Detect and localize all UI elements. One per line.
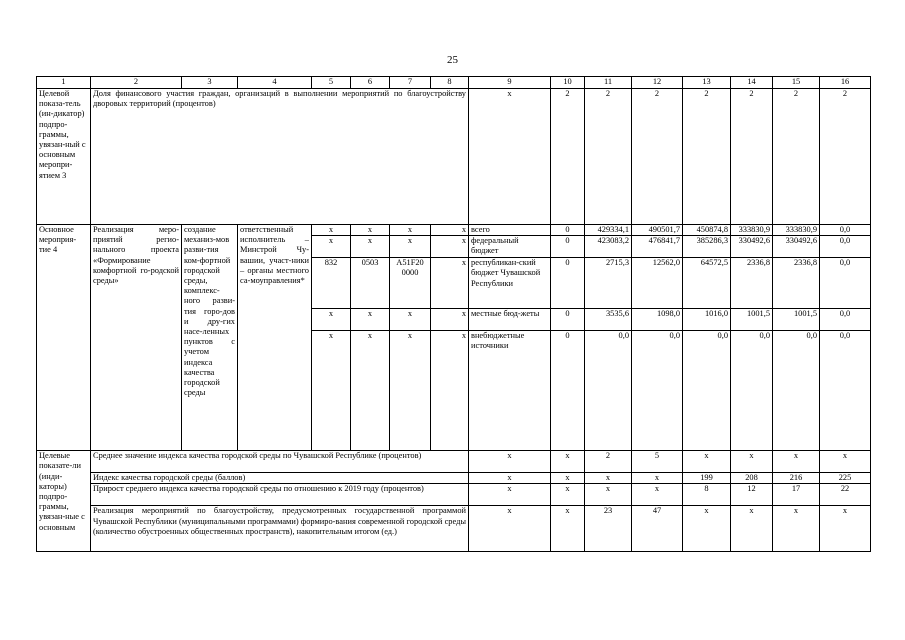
column-number: 13 bbox=[683, 77, 731, 89]
column-number: 12 bbox=[632, 77, 683, 89]
value-cell: 2 bbox=[773, 89, 820, 225]
cell-7: x bbox=[390, 331, 431, 451]
indicator-label: Целевой показа-тель (ин-дикатор) подпро-граммы, увязан-ный с основным меропри-ятием 3 bbox=[37, 89, 91, 225]
cell-8: x bbox=[431, 258, 469, 309]
cell-12: 5 bbox=[632, 451, 683, 473]
cell-10: x bbox=[551, 506, 585, 552]
target-text: Среднее значение индекса качества городской среды по Чувашской Республике (процентов) bbox=[91, 451, 469, 473]
cell-14: 1001,5 bbox=[731, 309, 773, 331]
indicator-row bbox=[37, 89, 871, 225]
value-cell: 2 bbox=[731, 89, 773, 225]
column-number: 3 bbox=[182, 77, 238, 89]
cell-6: 0503 bbox=[351, 258, 390, 309]
event-executor: ответственный исполнитель – Минстрой Чу-вашии, участ-ники – органы местного са-моуправления* bbox=[238, 225, 312, 451]
target-text: Реализация мероприятий по благоустройству, предусмотренных государственной программой Чувашской Республики (муниципальными программами) формиро-вания современной городской среды (количество обустроенных общественных пространств), накопительным итогом (ед.) bbox=[91, 506, 469, 552]
cell-15: 2336,8 bbox=[773, 258, 820, 309]
cell-7: x bbox=[390, 309, 431, 331]
cell-5: x bbox=[312, 225, 351, 236]
cell-11: x bbox=[585, 484, 632, 506]
cell-14: x bbox=[731, 506, 773, 552]
cell-7: x bbox=[390, 236, 431, 258]
event-name: Реализация меро-приятий регио-нального проекта «Формирование комфортной го-родской среды» bbox=[91, 225, 182, 451]
cell-16: x bbox=[820, 506, 871, 552]
cell-13: 0,0 bbox=[683, 331, 731, 451]
cell-11: 23 bbox=[585, 506, 632, 552]
cell-5: x bbox=[312, 309, 351, 331]
target-row bbox=[37, 506, 871, 552]
cell-6: x bbox=[351, 225, 390, 236]
targets-label: Целевые показате-ли (инди-каторы) подпро-граммы, увязан-ные с основным bbox=[37, 451, 91, 552]
cell-12: x bbox=[632, 484, 683, 506]
cell-14: 333830,9 bbox=[731, 225, 773, 236]
cell-16: 0,0 bbox=[820, 236, 871, 258]
cell-8: x bbox=[431, 331, 469, 451]
cell-15: 333830,9 bbox=[773, 225, 820, 236]
cell-12: x bbox=[632, 473, 683, 484]
cell-15: 216 bbox=[773, 473, 820, 484]
cell-13: 450874,8 bbox=[683, 225, 731, 236]
funding-source: внебюджетные источники bbox=[469, 331, 551, 451]
column-number: 16 bbox=[820, 77, 871, 89]
value-cell: 2 bbox=[820, 89, 871, 225]
cell-13: 64572,5 bbox=[683, 258, 731, 309]
cell-7: A51F20 0000 bbox=[390, 258, 431, 309]
cell-5: x bbox=[312, 236, 351, 258]
cell-16: 0,0 bbox=[820, 258, 871, 309]
cell-13: x bbox=[683, 506, 731, 552]
column-number: 6 bbox=[351, 77, 390, 89]
cell-15: 330492,6 bbox=[773, 236, 820, 258]
value-cell: 2 bbox=[632, 89, 683, 225]
cell-13: x bbox=[683, 451, 731, 473]
cell-8: x bbox=[431, 309, 469, 331]
cell-6: x bbox=[351, 331, 390, 451]
target-text: Индекс качества городской среды (баллов) bbox=[91, 473, 469, 484]
cell-14: 0,0 bbox=[731, 331, 773, 451]
cell-15: 1001,5 bbox=[773, 309, 820, 331]
cell-14: 2336,8 bbox=[731, 258, 773, 309]
column-number: 1 bbox=[37, 77, 91, 89]
cell-15: x bbox=[773, 506, 820, 552]
cell-16: 225 bbox=[820, 473, 871, 484]
cell-10: x bbox=[551, 473, 585, 484]
cell-14: 330492,6 bbox=[731, 236, 773, 258]
value-cell: 2 bbox=[585, 89, 632, 225]
cell-16: 0,0 bbox=[820, 225, 871, 236]
cell-11: 2 bbox=[585, 451, 632, 473]
cell-6: x bbox=[351, 236, 390, 258]
target-row bbox=[37, 484, 871, 506]
cell-12: 490501,7 bbox=[632, 225, 683, 236]
funding-source: всего bbox=[469, 225, 551, 236]
cell-8: x bbox=[431, 236, 469, 258]
column-number: 11 bbox=[585, 77, 632, 89]
cell-13: 385286,3 bbox=[683, 236, 731, 258]
cell-12: 476841,7 bbox=[632, 236, 683, 258]
cell-15: 17 bbox=[773, 484, 820, 506]
cell-13: 8 bbox=[683, 484, 731, 506]
cell-15: x bbox=[773, 451, 820, 473]
cell-5: 832 bbox=[312, 258, 351, 309]
funding-source: республикан-ский бюджет Чувашской Республики bbox=[469, 258, 551, 309]
page-number: 25 bbox=[447, 54, 458, 66]
cell-9: x bbox=[469, 89, 551, 225]
column-number: 4 bbox=[238, 77, 312, 89]
cell-9: x bbox=[469, 484, 551, 506]
cell-10: 0 bbox=[551, 258, 585, 309]
funding-source: местные бюд-жеты bbox=[469, 309, 551, 331]
cell-11: 423083,2 bbox=[585, 236, 632, 258]
cell-15: 0,0 bbox=[773, 331, 820, 451]
cell-10: x bbox=[551, 484, 585, 506]
cell-12: 0,0 bbox=[632, 331, 683, 451]
column-number: 5 bbox=[312, 77, 351, 89]
cell-9: x bbox=[469, 473, 551, 484]
cell-13: 1016,0 bbox=[683, 309, 731, 331]
target-row bbox=[37, 451, 871, 473]
funding-source: федеральный бюджет bbox=[469, 236, 551, 258]
cell-6: x bbox=[351, 309, 390, 331]
cell-16: 22 bbox=[820, 484, 871, 506]
event-label: Основное мероприя-тие 4 bbox=[37, 225, 91, 451]
cell-12: 12562,0 bbox=[632, 258, 683, 309]
cell-8: x bbox=[431, 225, 469, 236]
column-number: 7 bbox=[390, 77, 431, 89]
column-number: 15 bbox=[773, 77, 820, 89]
cell-14: x bbox=[731, 451, 773, 473]
target-text: Прирост среднего индекса качества городской среды по отношению к 2019 году (процентов) bbox=[91, 484, 469, 506]
column-number: 10 bbox=[551, 77, 585, 89]
cell-7: x bbox=[390, 225, 431, 236]
target-row bbox=[37, 473, 871, 484]
cell-9: x bbox=[469, 506, 551, 552]
cell-14: 208 bbox=[731, 473, 773, 484]
column-number: 8 bbox=[431, 77, 469, 89]
column-number: 9 bbox=[469, 77, 551, 89]
event-goal: создание механиз-мов разви-тия ком-фортной городской среды, комплекс-ного разви-тия горо-дов и дру-гих насе-ленных пунктов с учетом индекса качества городской среды bbox=[182, 225, 238, 451]
cell-10: 0 bbox=[551, 331, 585, 451]
program-table bbox=[36, 76, 871, 552]
cell-16: 0,0 bbox=[820, 309, 871, 331]
cell-12: 1098,0 bbox=[632, 309, 683, 331]
cell-16: 0,0 bbox=[820, 331, 871, 451]
cell-10: 0 bbox=[551, 236, 585, 258]
cell-11: x bbox=[585, 473, 632, 484]
cell-11: 3535,6 bbox=[585, 309, 632, 331]
cell-11: 2715,3 bbox=[585, 258, 632, 309]
cell-11: 429334,1 bbox=[585, 225, 632, 236]
cell-10: 0 bbox=[551, 309, 585, 331]
column-number: 2 bbox=[91, 77, 182, 89]
cell-13: 199 bbox=[683, 473, 731, 484]
cell-14: 12 bbox=[731, 484, 773, 506]
cell-11: 0,0 bbox=[585, 331, 632, 451]
cell-10: x bbox=[551, 451, 585, 473]
value-cell: 2 bbox=[551, 89, 585, 225]
value-cell: 2 bbox=[683, 89, 731, 225]
cell-16: x bbox=[820, 451, 871, 473]
event-row-total bbox=[37, 225, 871, 236]
cell-12: 47 bbox=[632, 506, 683, 552]
column-number-row bbox=[37, 77, 871, 89]
indicator-text: Доля финансового участия граждан, организаций в выполнении мероприятий по благоустройству дворовых территорий (процентов) bbox=[91, 89, 469, 225]
cell-5: x bbox=[312, 331, 351, 451]
cell-10: 0 bbox=[551, 225, 585, 236]
column-number: 14 bbox=[731, 77, 773, 89]
cell-9: x bbox=[469, 451, 551, 473]
